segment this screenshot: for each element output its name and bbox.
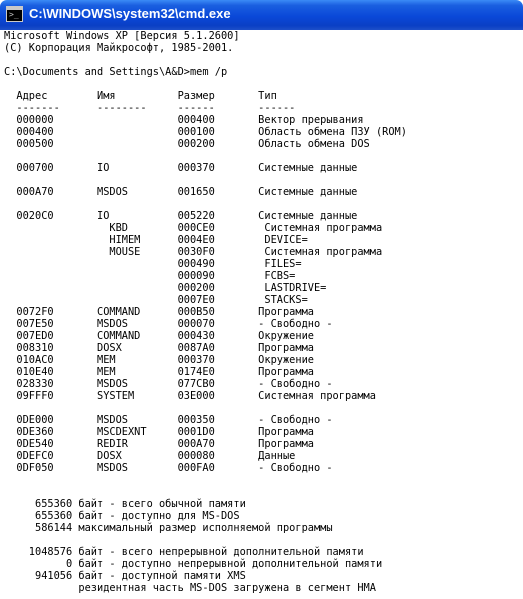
console-line: 655360 байт - доступно для MS-DOS [4, 510, 240, 522]
console-line: 0020C0 IO 005220 Системные данные [4, 210, 358, 222]
console-line: 0DE360 MSCDEXNT 0001D0 Программа [4, 426, 314, 438]
console-line: 586144 максимальный размер исполняемой программы [4, 522, 333, 534]
console-line: 0DF050 MSDOS 000FA0 - Свободно - [4, 462, 333, 474]
console-line: 000490 FILES= [4, 258, 302, 270]
console-line: 000200 LASTDRIVE= [4, 282, 327, 294]
console-line: HIMEM 0004E0 DEVICE= [4, 234, 308, 246]
console-line: резидентная часть MS-DOS загружена в сегмент HMA [4, 582, 376, 594]
console-line: KBD 000CE0 Системная программа [4, 222, 383, 234]
cmd-console-icon[interactable] [6, 6, 23, 22]
window-title: C:\WINDOWS\system32\cmd.exe [29, 6, 231, 21]
console-line: 09FFF0 SYSTEM 03E000 Системная программа [4, 390, 376, 402]
console-line: ------- -------- ------ ------ [4, 102, 296, 114]
console-line: 0DE000 MSDOS 000350 - Свободно - [4, 414, 333, 426]
console-line: 000000 000400 Вектор прерывания [4, 114, 364, 126]
console-line: 000500 000200 Область обмена DOS [4, 138, 370, 150]
title-bar[interactable] [0, 0, 523, 30]
console-line: 0DEFC0 DOSX 000080 Данные [4, 450, 296, 462]
console-line: 655360 байт - всего обычной памяти [4, 498, 246, 510]
console-line: 007ED0 COMMAND 000430 Окружение [4, 330, 314, 342]
console-line: 000700 IO 000370 Системные данные [4, 162, 358, 174]
console-line: 028330 MSDOS 077CB0 - Свободно - [4, 378, 333, 390]
console-line: MOUSE 0030F0 Системная программа [4, 246, 383, 258]
console-line: 000A70 MSDOS 001650 Системные данные [4, 186, 358, 198]
console-line: 008310 DOSX 0087A0 Программа [4, 342, 314, 354]
console-line: 000090 FCBS= [4, 270, 296, 282]
console-line: 941056 байт - доступной памяти XMS [4, 570, 246, 582]
console-line: 010AC0 MEM 000370 Окружение [4, 354, 314, 366]
console-text [4, 30, 523, 594]
console-line: 0DE540 REDIR 000A70 Программа [4, 438, 314, 450]
console-line: Microsoft Windows XP [Версия 5.1.2600] [4, 30, 240, 42]
console-line: 007E50 MSDOS 000070 - Свободно - [4, 318, 333, 330]
console-icon-glyph: >_ [9, 10, 19, 19]
console-line: 010E40 MEM 0174E0 Программа [4, 366, 314, 378]
console-line: 1048576 байт - всего непрерывной дополнительной памяти [4, 546, 364, 558]
console-line: 000400 000100 Область обмена ПЗУ (ROM) [4, 126, 407, 138]
console-line: Адрес Имя Размер Тип [4, 90, 277, 102]
console-line: 0007E0 STACKS= [4, 294, 308, 306]
console-line: C:\Documents and Settings\A&D>mem /p [4, 66, 228, 78]
console-output-area[interactable] [0, 30, 523, 599]
console-line: 0072F0 COMMAND 000B50 Программа [4, 306, 314, 318]
console-line: 0 байт - доступно непрерывной дополнительной памяти [4, 558, 383, 570]
console-line: (С) Корпорация Майкрософт, 1985-2001. [4, 42, 234, 54]
